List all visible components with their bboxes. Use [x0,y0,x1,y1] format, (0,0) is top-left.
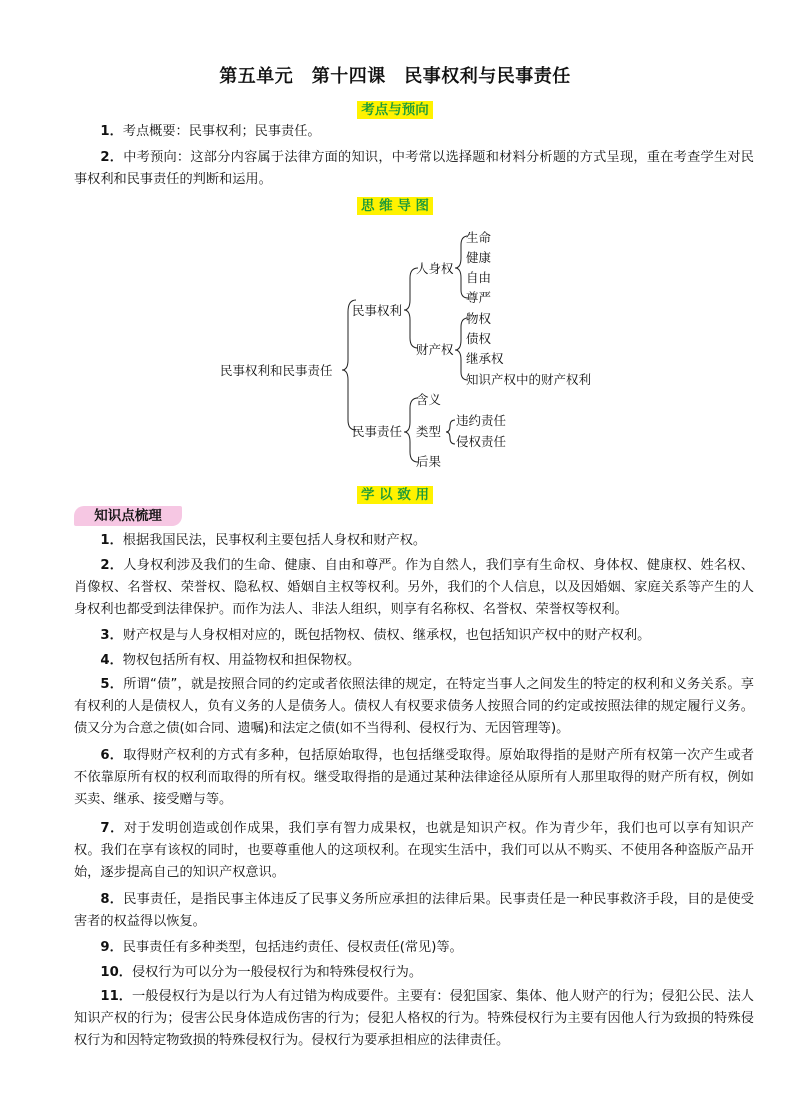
mind-branch-rights: 民事权利 [352,303,403,318]
knowledge-item-10: 10．侵权行为可以分为一般侵权行为和特殊侵权行为。 [100,965,423,980]
knowledge-item-8: 8．民事责任，是指民事主体违反了民事义务所应承担的法律后果。民事责任是一种民事救济手段，目的是使受害者的权益得以恢复。 [74,892,754,929]
section-mind-map-label: 思 维 导 图 [357,197,433,215]
exam-item-2: 2．中考预向：这部分内容属于法律方面的知识，中考常以选择题和材料分析题的方式呈现，重在考查学生对民事权利和民事责任的判断和运用。 [74,150,754,187]
rights-brace [404,268,418,348]
mind-personal-item-4: 尊严 [466,290,492,305]
mind-property-item-2: 债权 [466,331,492,346]
mind-personal-item-1: 生命 [466,230,492,245]
knowledge-item-9: 9．民事责任有多种类型，包括违约责任、侵权责任(常见)等。 [100,940,463,955]
knowledge-item-2: 2．人身权利涉及我们的生命、健康、自由和尊严。作为自然人，我们享有生命权、身体权、健康权、姓名权、肖像权、名誉权、荣誉权、隐私权、婚姻自主权等权利。另外，我们的个人信息，以及因婚姻、家庭关系等产生的人身权利也都受到法律保护。而作为法人、非法人组织，则享有名称权、名誉权、荣誉权等权利。 [74,558,754,617]
mind-meaning: 含义 [416,392,442,407]
mind-personal: 人身权 [416,261,454,276]
mind-personal-item-2: 健康 [466,250,492,265]
mind-property-item-1: 物权 [466,311,492,326]
page-title: 第五单元 第十四课 民事权利与民事责任 [219,66,571,87]
mind-personal-item-3: 自由 [466,270,492,285]
section-exam-focus-label: 考点与预向 [357,101,433,119]
types-brace [446,420,455,444]
mind-type-item-1: 违约责任 [456,413,507,428]
section-apply-label: 学 以 致 用 [357,486,433,504]
knowledge-tag: 知识点梳理 [74,506,182,526]
mind-consequence: 后果 [416,454,442,469]
mind-branch-liability: 民事责任 [352,424,403,439]
knowledge-item-4: 4．物权包括所有权、用益物权和担保物权。 [100,653,361,668]
mind-property-item-4: 知识产权中的财产权利 [466,372,592,387]
mind-property-item-3: 继承权 [466,351,504,366]
knowledge-item-1: 1．根据我国民法，民事权利主要包括人身权和财产权。 [100,533,427,548]
mind-root: 民事权利和民事责任 [220,363,333,378]
section-apply [0,483,790,503]
mind-type-item-2: 侵权责任 [456,434,507,449]
personal-brace [455,236,468,298]
knowledge-item-5: 5．所谓“债”，就是按照合同的约定或者依照法律的规定，在特定当事人之间发生的特定的权利和义务关系。享有权利的人是债权人，负有义务的人是债务人。债权人有权要求债务人按照合同的约定或按照法律的规定履行义务。债又分为合意之债(如合同、遗嘱)和法定之债(如不当得利、侵权行为、无因管理等)。 [74,677,754,736]
mind-types: 类型 [416,424,442,439]
knowledge-item-7: 7．对于发明创造或创作成果，我们享有智力成果权，也就是知识产权。作为青少年，我们也可以享有知识产权。我们在享有该权的同时，也要尊重他人的这项权利。在现实生活中，我们可以从不购买、不使用各种盗版产品开始，逐步提高自己的知识产权意识。 [74,821,754,880]
knowledge-item-3: 3．财产权是与人身权相对应的，既包括物权、债权、继承权，也包括知识产权中的财产权利。 [100,628,651,643]
knowledge-item-6: 6．取得财产权利的方式有多种，包括原始取得，也包括继受取得。原始取得指的是财产所有权第一次产生或者不依靠原所有权的权利而取得的所有权。继受取得指的是通过某种法律途径从原所有人那里取得的财产所有权，例如买卖、继承、接受赠与等。 [74,748,754,807]
knowledge-item-11: 11．一般侵权行为是以行为人有过错为构成要件。主要有：侵犯国家、集体、他人财产的行为；侵犯公民、法人知识产权的行为；侵害公民身体造成伤害的行为；侵犯人格权的行为。特殊侵权行为主要有因他人行为致损的特殊侵权行为和因特定物致损的特殊侵权行为。侵权行为要承担相应的法律责任。 [74,989,754,1048]
mind-property: 财产权 [416,342,454,357]
property-brace [455,318,468,380]
root-brace [342,300,356,430]
exam-item-1: 1．考点概要：民事权利；民事责任。 [100,124,321,139]
